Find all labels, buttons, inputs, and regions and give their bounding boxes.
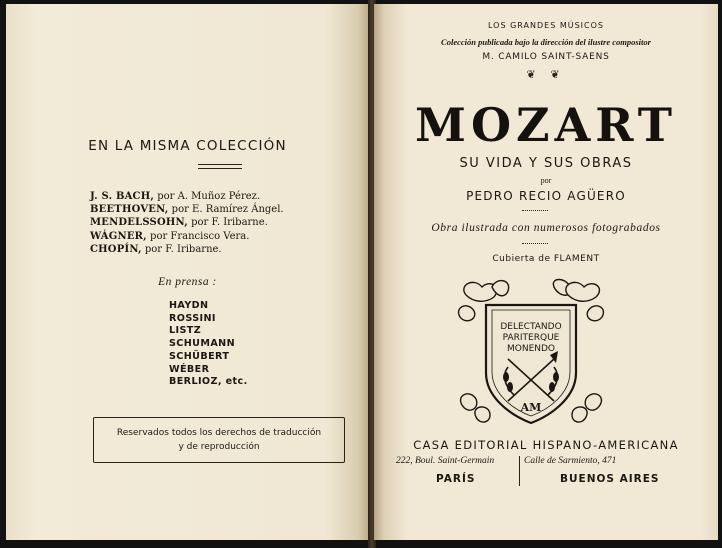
city-paris: PARÍS xyxy=(436,473,476,485)
city-buenos-aires: BUENOS AIRES xyxy=(560,473,660,485)
dotted-separator xyxy=(522,210,548,211)
double-rule xyxy=(198,164,242,169)
list-item: LISTZ xyxy=(169,325,202,337)
composer-name: WÁGNER, xyxy=(90,230,147,242)
composer-name: J. S. BACH, xyxy=(90,191,155,202)
list-item: WÉBER xyxy=(169,363,210,375)
emblem-motto: MONENDO xyxy=(506,344,556,354)
collection-note: Colección publicada bajo la dirección del ilustre compositor xyxy=(441,37,651,47)
collection-titles-list xyxy=(90,190,284,256)
director-name: M. CAMILO SAINT-SAENS xyxy=(482,52,610,62)
composer-name: BEETHOVEN, xyxy=(90,204,169,216)
list-item: SCHUMANN xyxy=(169,338,235,350)
emblem-monogram: AM xyxy=(520,401,542,414)
list-item: ROSSINI xyxy=(169,312,216,324)
list-item: SCHÜBERT xyxy=(169,350,230,362)
emblem-motto: DELECTANDO xyxy=(500,322,562,332)
author-name: por E. Ramírez Ángel. xyxy=(168,204,284,216)
rights-line-1: Reservados todos los derechos de traducción xyxy=(116,428,322,438)
address-paris: 222, Boul. Saint-Germain xyxy=(396,456,495,466)
composer-name: CHOPÍN, xyxy=(90,243,142,255)
illustration-note: Obra ilustrada con numerosos fotograbados xyxy=(431,222,661,234)
list-item xyxy=(90,190,284,203)
series-name: LOS GRANDES MÚSICOS xyxy=(488,21,604,30)
composer-name: MENDELSSOHN, xyxy=(90,217,188,229)
dotted-separator xyxy=(522,243,548,244)
author-name: por F. Iribarne. xyxy=(141,243,222,255)
author-name: por Francisco Vera. xyxy=(146,230,250,242)
book-title: MOZART xyxy=(415,98,677,152)
in-press-list xyxy=(169,300,248,389)
emblem-motto: PARITERQUE xyxy=(502,333,560,343)
author-name: PEDRO RECIO AGÜERO xyxy=(466,189,626,203)
list-item xyxy=(90,203,284,216)
publisher-emblem-icon xyxy=(456,277,606,425)
cover-credit: Cubierta de FLAMENT xyxy=(492,254,600,264)
author-name: por A. Muñoz Pérez. xyxy=(154,191,261,202)
book-subtitle: SU VIDA Y SUS OBRAS xyxy=(459,156,633,171)
by-label: por xyxy=(540,176,552,185)
list-item xyxy=(90,216,284,229)
address-divider xyxy=(519,456,520,486)
fleuron-ornament-icon: ❦ ❦ xyxy=(526,69,566,81)
list-item: HAYDN xyxy=(169,300,209,311)
publisher-name: CASA EDITORIAL HISPANO-AMERICANA xyxy=(413,438,679,452)
rights-line-2: y de reproducción xyxy=(178,442,260,452)
address-buenos-aires: Calle de Sarmiento, 471 xyxy=(524,456,617,466)
author-name: por F. Iribarne. xyxy=(187,217,268,229)
rights-notice-box xyxy=(93,417,345,463)
list-item xyxy=(90,230,284,243)
in-press-label: En prensa : xyxy=(158,276,217,288)
collection-heading: EN LA MISMA COLECCIÓN xyxy=(88,138,287,154)
list-item xyxy=(90,243,284,256)
list-item: BERLIOZ, etc. xyxy=(169,376,248,388)
left-page xyxy=(6,4,370,540)
right-page xyxy=(374,4,718,540)
